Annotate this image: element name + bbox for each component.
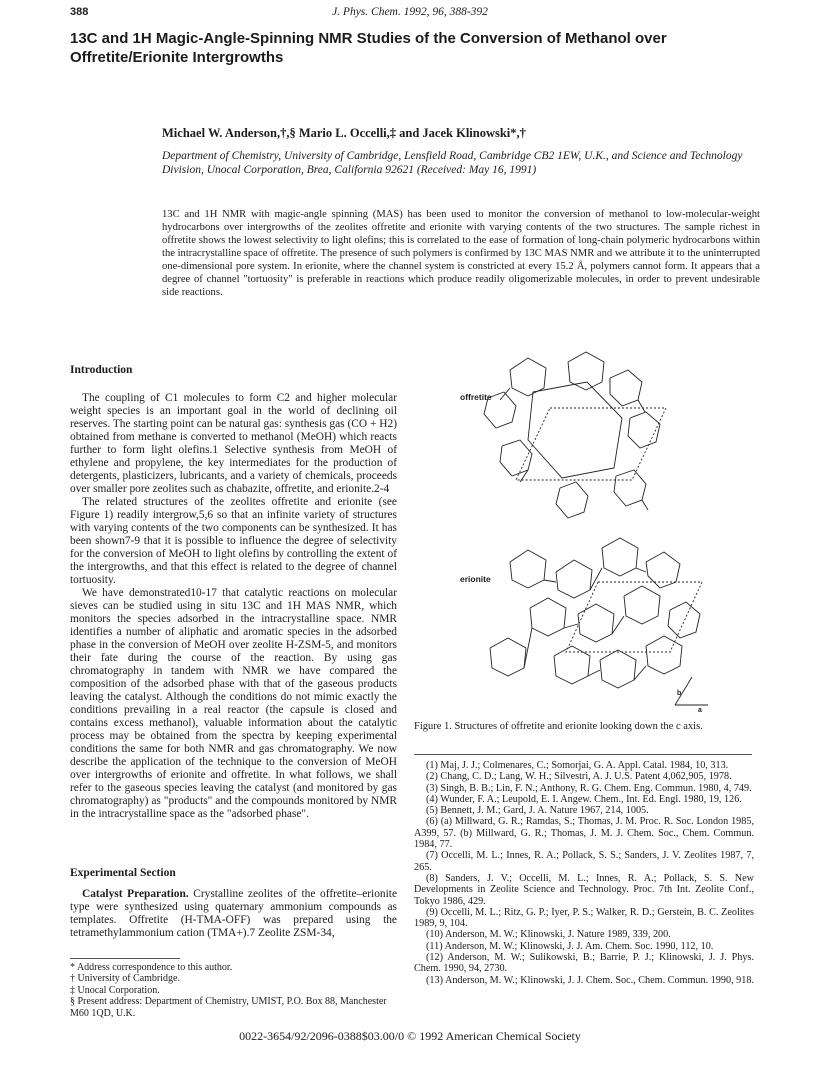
- reference-item: (3) Singh, B. B.; Lin, F. N.; Anthony, R. G. Chem. Eng. Commun. 1980, 4, 749.: [426, 782, 752, 794]
- axis-label-a: a: [698, 707, 702, 714]
- reference-item: (13) Anderson, M. W.; Klinowski, J. J. Chem. Soc., Chem. Commun. 1990, 918.: [426, 974, 754, 986]
- reference-item: (8) Sanders, J. V.; Occelli, M. L.; Innes, R. A.; Pollack, S. S. New Developments in Zeolite Science and Technology. Proc. 7th Int. Zeolite Conf., Tokyo 1986, 429.: [414, 872, 754, 907]
- reference-item: (4) Wunder, F. A.; Leupold, E. I. Angew. Chem., Int. Ed. Engl. 1980, 19, 126.: [426, 793, 742, 805]
- axis-label-b: b: [677, 690, 682, 697]
- reference-item: (6) (a) Millward, G. R.; Ramdas, S.; Thomas, J. M. Proc. R. Soc. London 1985, A399, 57. (b) Millward, G. R.; Thomas, J. M. J. Chem. Soc., Chem. Commun. 1984, 77.: [414, 816, 754, 851]
- reference-item: (1) Maj, J. J.; Colmenares, C.; Somorjai, G. A. Appl. Catal. 1984, 10, 313.: [426, 760, 729, 771]
- experimental-paragraph: [70, 888, 397, 940]
- footnote: † University of Cambridge.: [70, 973, 180, 985]
- footnote: ‡ Unocal Corporation.: [70, 984, 160, 996]
- paper-title: 13C and 1H Magic-Angle-Spinning NMR Studies of the Conversion of Methanol over Offretite/Erionite Intergrowths: [70, 30, 667, 66]
- introduction-body: [70, 392, 397, 821]
- section-experimental-heading: Experimental Section: [70, 867, 176, 879]
- intro-paragraph-2: The related structures of the zeolites offretite and erionite (see Figure 1) readily intergrow,5,6 so that an infinite variety of structures with varying contents of the two components can be synthesized. It has been shown7-9 that it is possible to influence the degree of selectivity for the conversion of MeOH to light olefins by controlling the extent of the intergrowths, and that this effect is related to the degree of channel tortuosity.: [70, 496, 397, 586]
- catalyst-preparation-text: Crystalline zeolites of the offretite–erionite type were synthesized using quaternary ammonium compounds as templates. Offretite (H-TMA-OFF) was prepared using the tetramethylammonium cation (TMA+).7 Zeolite ZSM-34,: [70, 888, 397, 939]
- authors: Michael W. Anderson,†,§ Mario L. Occelli,‡ and Jacek Klinowski*,†: [162, 126, 526, 140]
- reference-item: (11) Anderson, M. W.; Klinowski, J. J. Am. Chem. Soc. 1990, 112, 10.: [426, 940, 714, 952]
- affiliation: Department of Chemistry, University of Cambridge, Lensfield Road, Cambridge CB2 1EW, U.K., and Science and Technology Division, Unocal Corporation, Brea, California 92621 (Received: May 16, 1991): [162, 150, 743, 176]
- erionite-framework: [490, 538, 702, 688]
- page-number: 388: [70, 6, 89, 18]
- references-rule: [414, 754, 752, 755]
- footnotes: [70, 962, 397, 1019]
- abstract: 13C and 1H NMR with magic-angle spinning (MAS) has been used to monitor the conversion of methanol to low-molecular-weight hydrocarbons over intergrowths of the zeolites offretite and erionite with varying contents of the two structures. The sample richest in offretite shows the lowest selectivity to light olefins; this is correlated to the ease of formation of long-chain polymeric hydrocarbons within the intracrystalline space of offretite. The presence of such polymers is confirmed by 13C MAS NMR and we attribute it to the uninterrupted one-dimensional pore system. In erionite, where the channel system is constricted at every 15.2 Å, polymers cannot form. It appears that a degree of channel "tortuosity" is preferable in reactions which produce readily oligomerizable molecules, in order to prevent undesirable side reactions.: [162, 209, 760, 298]
- reference-item: (5) Bennett, J. M.; Gard, J. A. Nature 1967, 214, 1005.: [426, 805, 649, 817]
- intro-paragraph-3: We have demonstrated10-17 that catalytic reactions on molecular sieves can be studied using in situ 13C and 1H MAS NMR, which monitors the species adsorbed in the intracrystalline space. NMR identifies a number of aliphatic and aromatic species in the adsorbed phase in the conversion of MeOH over zeolite H-ZSM-5, and monitors their fate during the course of the reaction. By using gas chromatography in tandem with NMR we have compared the composition of the adsorbed phase with that of the gaseous products leaving the catalyst. Although the conditions do not mimic exactly the conditions prevailing in a real reactor (the capsule is closed and contains excess methanol), valuable information about the catalytic process may be obtained from the spectra by keeping experimental conditions the same for both NMR and gas chromatography. We now describe the application of the technique to the conversion of MeOH over intergrowths of erionite and offretite. In what follows, we shall refer to the gaseous species leaving the catalyst (and monitored by gas chromatography) as "products" and the compounds monitored by NMR in the intracrystalline space as the "adsorbed phase".: [70, 587, 397, 820]
- catalyst-preparation-runin: Catalyst Preparation.: [82, 888, 189, 900]
- figure-label-offretite: offretite: [460, 392, 492, 402]
- offretite-framework: [484, 352, 666, 518]
- zeolite-structure-figure: [470, 350, 715, 715]
- footnote: § Present address: Department of Chemistry, UMIST, P.O. Box 88, Manchester M60 1QD, U.K.: [70, 996, 387, 1019]
- figure-caption: Figure 1. Structures of offretite and erionite looking down the c axis.: [414, 721, 703, 732]
- journal-header: J. Phys. Chem. 1992, 96, 388-392: [332, 6, 488, 18]
- reference-item: (2) Chang, C. D.; Lang, W. H.; Silvestri, A. J. U.S. Patent 4,062,905, 1978.: [426, 771, 732, 783]
- figure-label-erionite: erionite: [460, 574, 491, 584]
- footnote: * Address correspondence to this author.: [70, 962, 233, 973]
- intro-paragraph-1: The coupling of C1 molecules to form C2 and higher molecular weight species is an important goal in the world of declining oil reserves. The starting point can be natural gas: synthesis gas (CO + H2) obtained from methane is converted to methanol (MeOH) which reacts further to form light olefins.1 Selective synthesis from MeOH of ethylene and propylene, the key intermediates for the production of detergents, plasticizers, lubricants, and a variety of chemicals, proceeds over smaller pore zeolites such as chabazite, offretite, and erionite.2-4: [70, 392, 397, 495]
- references-list: [414, 760, 754, 986]
- reference-item: (9) Occelli, M. L.; Ritz, G. P.; Iyer, P. S.; Walker, R. D.; Gerstein, B. C. Zeolites 1989, 9, 104.: [414, 906, 754, 930]
- section-introduction-heading: Introduction: [70, 364, 133, 376]
- footnote-rule: [70, 958, 180, 959]
- reference-item: (7) Occelli, M. L.; Innes, R. A.; Pollack, S. S.; Sanders, J. V. Zeolites 1987, 7, 265.: [414, 850, 754, 873]
- reference-item: (12) Anderson, M. W.; Sulikowski, B.; Barrie, P. J.; Klinowski, J. J. Phys. Chem. 1990, 94, 2730.: [414, 952, 754, 975]
- reference-item: (10) Anderson, M. W.; Klinowski, J. Nature 1989, 339, 200.: [426, 929, 671, 941]
- copyright-footer: 0022-3654/92/2096-0388$03.00/0 © 1992 American Chemical Society: [239, 1029, 581, 1043]
